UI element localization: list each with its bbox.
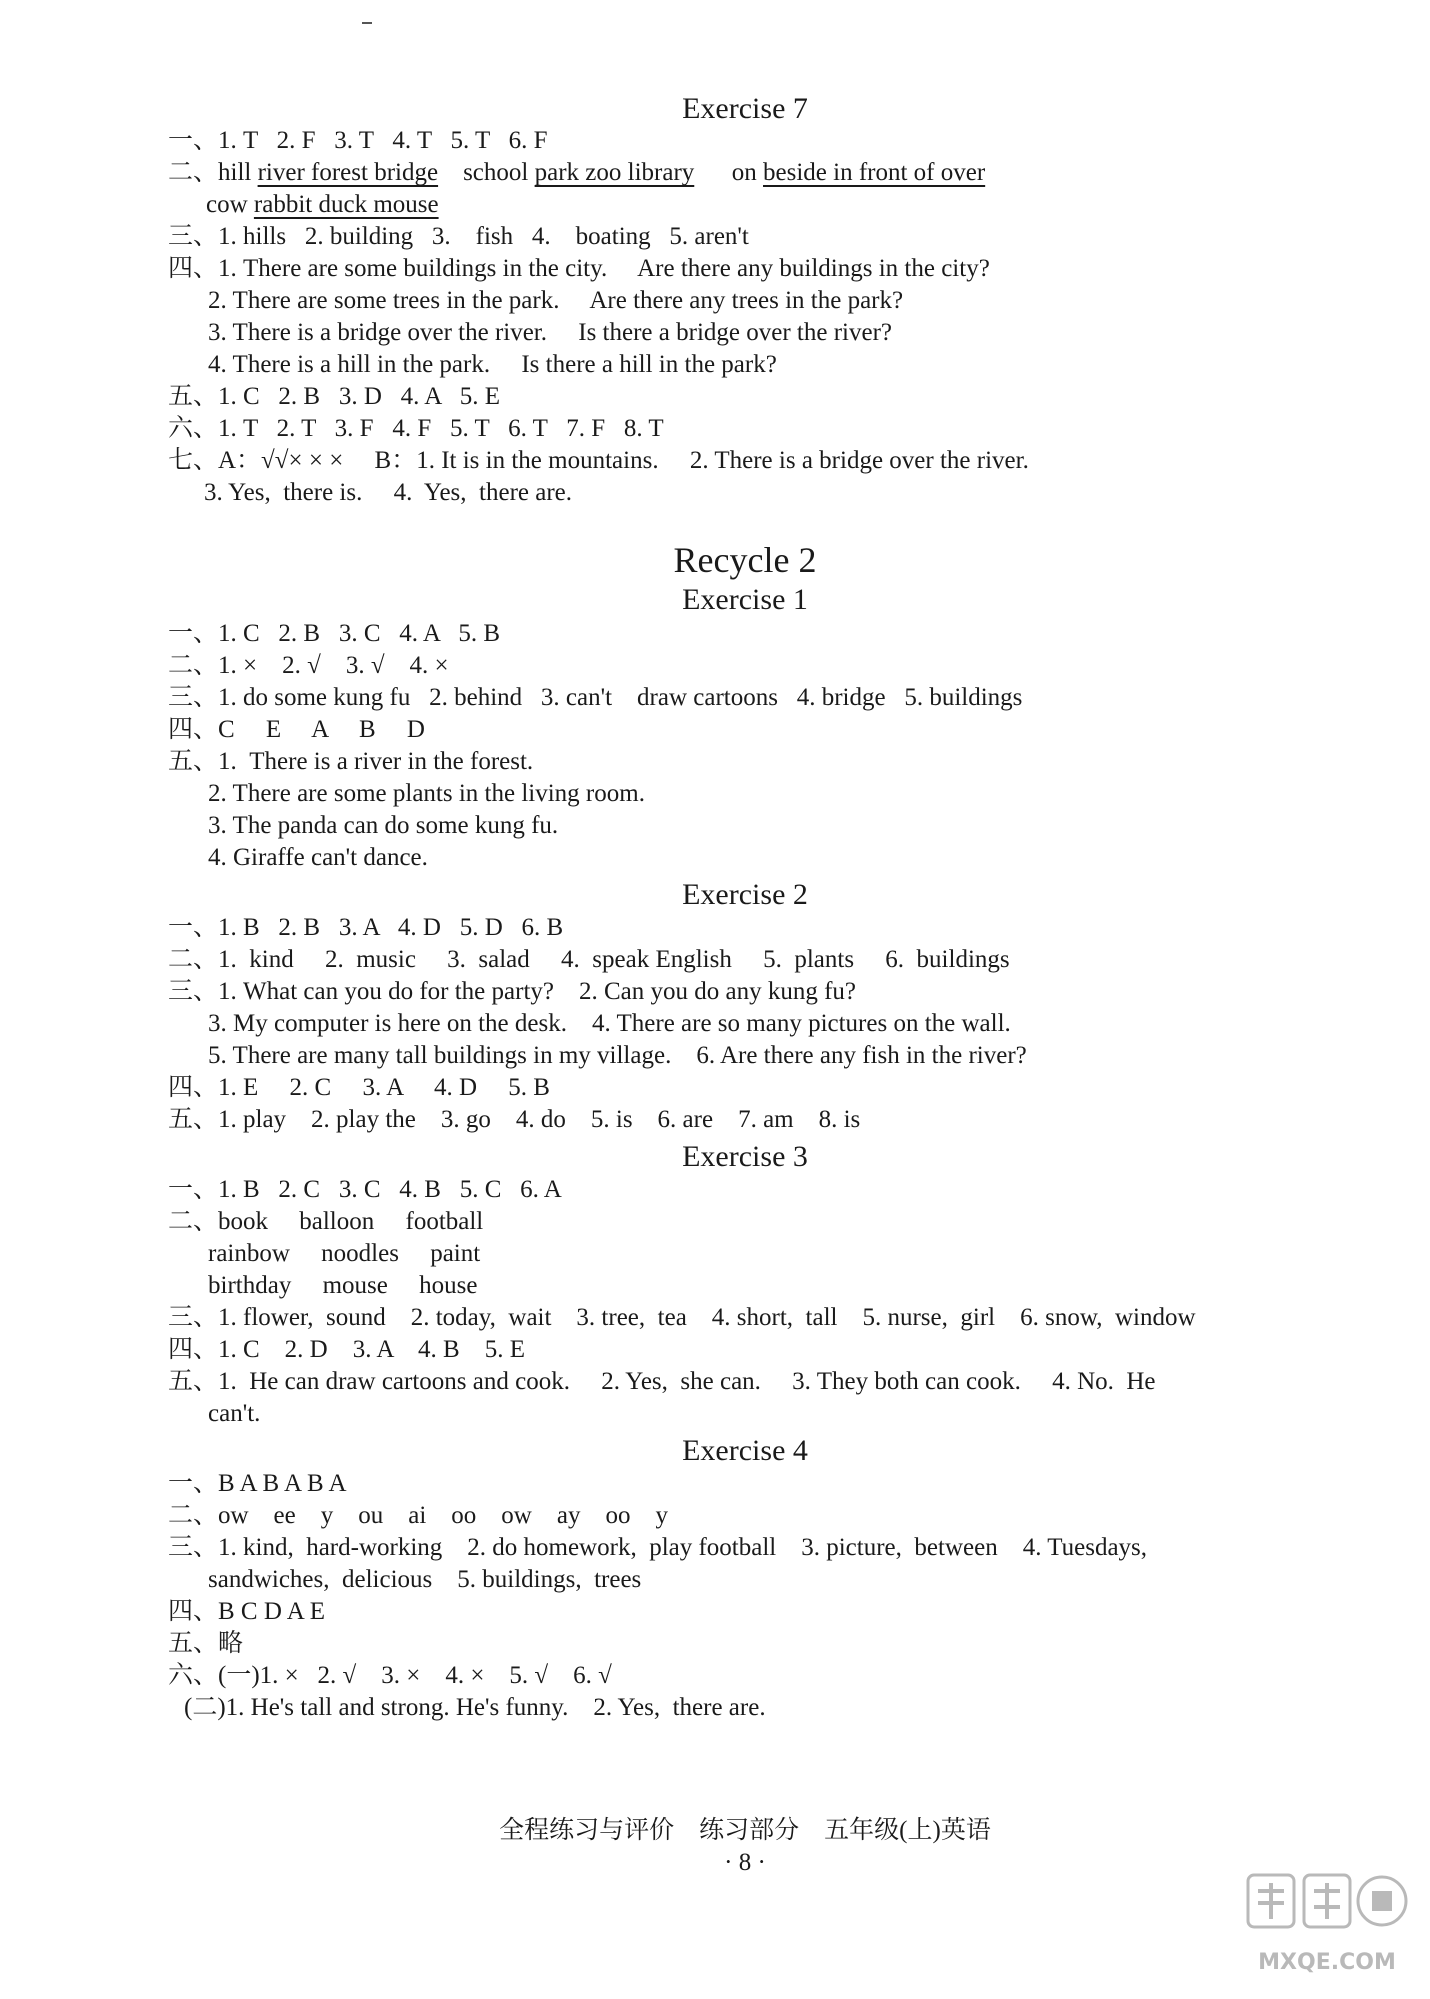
watermark-logo bbox=[1242, 1865, 1412, 1985]
ex7-q7-b: 3. Yes, there is. 4. Yes, there are. bbox=[204, 479, 573, 506]
ex7-q2-cow: cow bbox=[206, 191, 254, 218]
r2-ex1-q5-3: 3. The panda can do some kung fu. bbox=[208, 812, 559, 839]
recycle-2-title: Recycle 2 bbox=[673, 540, 817, 580]
ex7-q2-group-prepositions: beside in front of over bbox=[763, 159, 986, 186]
r2-ex3-q2-1: 二、book balloon football bbox=[168, 1208, 484, 1235]
ex7-q5: 五、1. C 2. B 3. D 4. A 5. E bbox=[168, 383, 500, 410]
ex7-q2-label: 二、hill bbox=[168, 159, 258, 186]
page-number: · 8 · bbox=[724, 1849, 766, 1876]
footer-book-title: 全程练习与评价 练习部分 五年级(上)英语 bbox=[499, 1817, 991, 1844]
ex7-q1: 一、1. T 2. F 3. T 4. T 5. T 6. F bbox=[168, 127, 548, 154]
r2-ex3-q3: 三、1. flower, sound 2. today, wait 3. tree, tea 4. short, tall 5. nurse, girl 6. snow, window bbox=[168, 1304, 1196, 1331]
ex7-q4-4: 4. There is a hill in the park. Is there a hill in the park? bbox=[208, 351, 777, 378]
r2-ex4-q2: 二、ow ee y ou ai oo ow ay oo y bbox=[168, 1502, 668, 1529]
r2-ex1-q1: 一、1. C 2. B 3. C 4. A 5. B bbox=[168, 620, 500, 647]
r2-ex2-q1: 一、1. B 2. B 3. A 4. D 5. D 6. B bbox=[168, 914, 564, 941]
ex7-q2-group-places: park zoo library bbox=[534, 159, 695, 186]
ex7-q3: 三、1. hills 2. building 3. fish 4. boating 5. aren't bbox=[168, 223, 749, 250]
watermark-url: MXQE.COM bbox=[1258, 1950, 1396, 1975]
r2-ex4-q3-2: sandwiches, delicious 5. buildings, trees bbox=[208, 1566, 642, 1593]
r2-ex3-q5-1: 五、1. He can draw cartoons and cook. 2. Yes, she can. 3. They both can cook. 4. No. He bbox=[168, 1368, 1156, 1395]
exercise-1-title: Exercise 1 bbox=[682, 583, 808, 616]
r2-ex2-q3-2: 3. My computer is here on the desk. 4. There are so many pictures on the wall. bbox=[208, 1010, 1011, 1037]
r2-ex2-q3-1: 三、1. What can you do for the party? 2. Can you do any kung fu? bbox=[168, 978, 857, 1005]
scan-mark bbox=[362, 22, 372, 24]
exercise-3-title: Exercise 3 bbox=[682, 1140, 808, 1173]
r2-ex4-q6-1: 六、(一)1. × 2. √ 3. × 4. × 5. √ 6. √ bbox=[168, 1662, 612, 1689]
ex7-q2-on: on bbox=[694, 159, 764, 186]
r2-ex2-q4: 四、1. E 2. C 3. A 4. D 5. B bbox=[168, 1074, 550, 1101]
r2-ex3-q5-2: can't. bbox=[208, 1400, 261, 1427]
exercise-7-title: Exercise 7 bbox=[682, 92, 808, 125]
r2-ex1-q4: 四、C E A B D bbox=[168, 716, 425, 743]
ex7-q2-group-nature: river forest bridge bbox=[257, 159, 439, 186]
ex7-q7-a: 七、A：√√× × × B：1. It is in the mountains. 2. There is a bridge over the river. bbox=[168, 447, 1029, 474]
r2-ex2-q2: 二、1. kind 2. music 3. salad 4. speak English 5. plants 6. buildings bbox=[168, 946, 1010, 973]
r2-ex1-q3: 三、1. do some kung fu 2. behind 3. can't draw cartoons 4. bridge 5. buildings bbox=[168, 684, 1023, 711]
r2-ex2-q3-3: 5. There are many tall buildings in my village. 6. Are there any fish in the river? bbox=[208, 1042, 1027, 1069]
r2-ex3-q1: 一、1. B 2. C 3. C 4. B 5. C 6. A bbox=[168, 1176, 562, 1203]
r2-ex1-q2: 二、1. × 2. √ 3. √ 4. × bbox=[168, 652, 449, 679]
r2-ex2-q5: 五、1. play 2. play the 3. go 4. do 5. is 6. are 7. am 8. is bbox=[168, 1106, 861, 1133]
ex7-q2-line2 bbox=[206, 190, 439, 220]
r2-ex3-q4: 四、1. C 2. D 3. A 4. B 5. E bbox=[168, 1336, 525, 1363]
ex7-q2-school: school bbox=[438, 159, 535, 186]
r2-ex1-q5-2: 2. There are some plants in the living room. bbox=[208, 780, 645, 807]
exercise-2-title: Exercise 2 bbox=[682, 878, 808, 911]
r2-ex4-q4: 四、B C D A E bbox=[168, 1598, 325, 1625]
r2-ex1-q5-4: 4. Giraffe can't dance. bbox=[208, 844, 428, 871]
ex7-q4-2: 2. There are some trees in the park. Are there any trees in the park? bbox=[208, 287, 904, 314]
ex7-q6: 六、1. T 2. T 3. F 4. F 5. T 6. T 7. F 8. T bbox=[168, 415, 664, 442]
ex7-q4-1: 四、1. There are some buildings in the city. Are there any buildings in the city? bbox=[168, 255, 990, 282]
ex7-q2-line1 bbox=[168, 158, 985, 188]
r2-ex4-q1: 一、B A B A B A bbox=[168, 1470, 347, 1497]
ex7-q4-3: 3. There is a bridge over the river. Is there a bridge over the river? bbox=[208, 319, 892, 346]
ex7-q2-group-animals: rabbit duck mouse bbox=[253, 191, 439, 218]
r2-ex4-q6-2: (二)1. He's tall and strong. He's funny. 2. Yes, there are. bbox=[184, 1694, 766, 1721]
exercise-4-title: Exercise 4 bbox=[682, 1434, 808, 1467]
r2-ex4-q5: 五、略 bbox=[168, 1630, 244, 1657]
r2-ex1-q5-1: 五、1. There is a river in the forest. bbox=[168, 748, 534, 775]
r2-ex3-q2-2: rainbow noodles paint bbox=[208, 1240, 481, 1267]
r2-ex4-q3-1: 三、1. kind, hard-working 2. do homework, play football 3. picture, between 4. Tuesdays, bbox=[168, 1534, 1148, 1561]
r2-ex3-q2-3: birthday mouse house bbox=[208, 1272, 478, 1299]
